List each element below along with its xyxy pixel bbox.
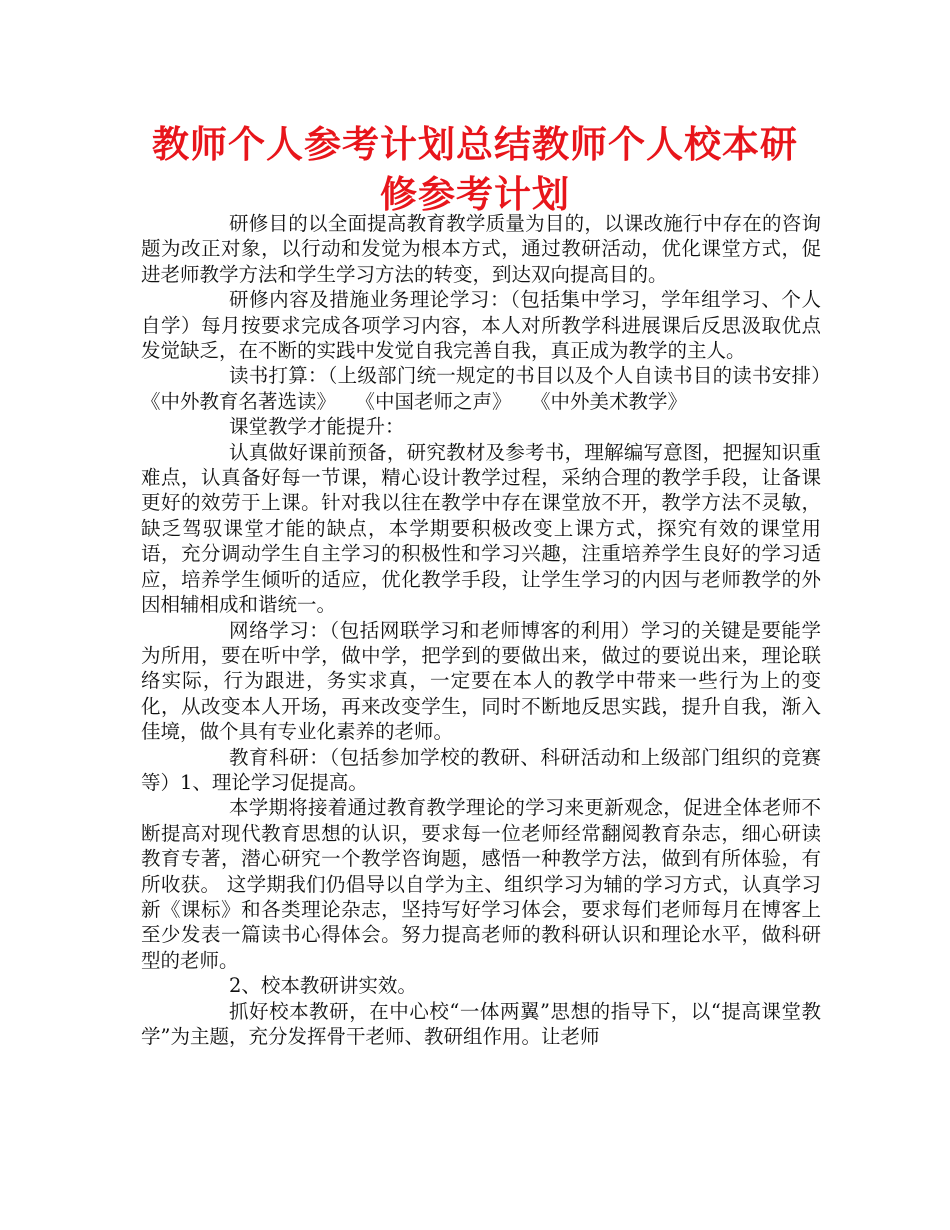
document-body bbox=[141, 211, 821, 1049]
paragraph-online-learning: 网络学习：（包括网联学习和老师博客的利用）学习的关键是要能学为所用，要在听中学，做中学，把学到的要做出来，做过的要说出来，理论联络实际，行为跟进，务实求真，一定要在本人的教学中带来一些行为上的变化，从改变本人开场，再来改变学生，同时不断地反思实践，提升自我，渐入佳境，做个具有专业化素养的老师。 bbox=[141, 618, 821, 744]
paragraph-reading-plan: 读书打算：（上级部门统一规定的书目以及个人自读书目的读书安排）《中外教育名著选读》 《中国老师之声》 《中外美术教学》 bbox=[141, 364, 821, 413]
paragraph-research-content: 研修内容及措施业务理论学习：（包括集中学习，学年组学习、个人自学）每月按要求完成各项学习内容，本人对所教学科进展课后反思汲取优点发觉缺乏，在不断的实践中发觉自我完善自我，真正成为教学的主人。 bbox=[141, 288, 821, 363]
paragraph-education-research: 教育科研：（包括参加学校的教研、科研活动和上级部门组织的竞赛等）1、理论学习促提高。 bbox=[141, 745, 821, 794]
paragraph-teaching-skill-heading: 课堂教学才能提升： bbox=[229, 415, 405, 439]
paragraph-lesson-preparation: 认真做好课前预备，研究教材及参考书，理解编写意图，把握知识重难点，认真备好每一节课，精心设计教学过程，采纳合理的教学手段，让备课更好的效劳于上课。针对我以往在教学中存在课堂放不开，教学方法不灵敏，缺乏驾驭课堂才能的缺点，本学期要积极改变上课方式，探究有效的课堂用语，充分调动学生自主学习的积极性和学习兴趣，注重培养学生良好的学习适应，培养学生倾听的适应，优化教学手段，让学生学习的内因与老师教学的外因相辅相成和谐统一。 bbox=[141, 440, 821, 617]
paragraph-school-research-heading: 2、校本教研讲实效。 bbox=[229, 974, 417, 998]
paragraph-school-research: 抓好校本教研，在中心校“一体两翼”思想的指导下，以“提高课堂教学”为主题，充分发挥骨干老师、教研组作用。让老师 bbox=[141, 999, 821, 1048]
paragraph-research-goal: 研修目的以全面提高教育教学质量为目的，以课改施行中存在的咨询题为改正对象，以行动和发觉为根本方式，通过教研活动，优化课堂方式，促进老师教学方法和学生学习方法的转变，到达双向提高目的。 bbox=[141, 212, 821, 286]
document-title: 教师个人参考计划总结教师个人校本研修参考计划 bbox=[152, 123, 798, 216]
paragraph-theory-learning: 本学期将接着通过教育教学理论的学习来更新观念，促进全体老师不断提高对现代教育思想的认识，要求每一位老师经常翻阅教育杂志，细心研读教育专著，潜心研究一个教学咨询题，感悟一种教学方法，做到有所体验，有所收获。 这学期我们仍倡导以自学为主、组织学习为辅的学习方式，认真学习新《课标》和各类理论杂志，坚持写好学习体会，要求每们老师每月在博客上至少发表一篇读书心得体会。努力提高老师的教科研认识和理论水平，做科研型的老师。 bbox=[141, 796, 821, 972]
